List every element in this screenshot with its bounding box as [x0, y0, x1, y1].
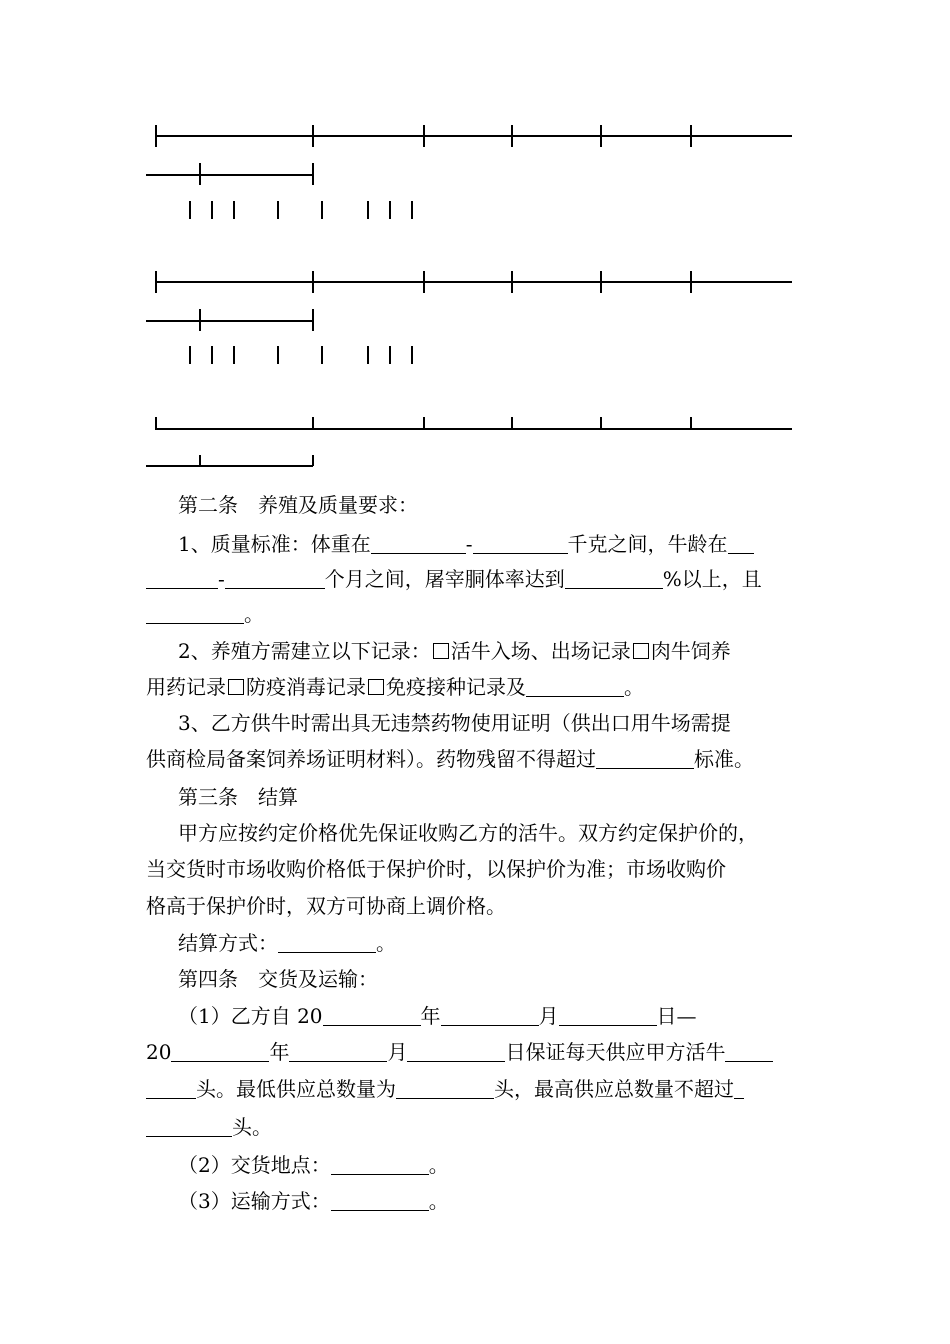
table-border-tick [423, 417, 425, 429]
cell-divider [367, 201, 369, 219]
period: 。 [428, 1153, 449, 1177]
delivery-location-field[interactable] [331, 1154, 429, 1175]
cell-divider [233, 346, 235, 364]
end-day-field[interactable] [407, 1041, 505, 1062]
daily-count-field[interactable] [146, 1078, 196, 1099]
head-label: 头。 [232, 1115, 272, 1139]
month-label: 月 [387, 1040, 408, 1064]
option-label: 肉牛饲养 [650, 639, 731, 663]
checkbox-vaccination-record[interactable] [368, 679, 384, 695]
residue-standard-field[interactable] [596, 748, 694, 769]
option-label: 免疫接种记录及 [386, 675, 526, 699]
daily-count-field-start[interactable] [725, 1041, 773, 1062]
item2-prefix: 2、养殖方需建立以下记录： [178, 639, 431, 663]
table-border-line [155, 281, 792, 283]
table-border-tick [690, 417, 692, 429]
article2-item2-line1 [178, 636, 731, 666]
item1-mid2: 个月之间，屠宰胴体率达到 [324, 567, 565, 591]
cell-divider [321, 346, 323, 364]
year-label: 年 [269, 1040, 290, 1064]
item1-mid1: 千克之间，牛龄在 [567, 532, 728, 556]
table-border-tick [690, 271, 692, 293]
other-record-field[interactable] [526, 676, 624, 697]
table-border-tick [600, 271, 602, 293]
cell-divider [389, 201, 391, 219]
cell-divider [211, 201, 213, 219]
table-border-tick [199, 163, 201, 185]
item3-text: 供商检局备案饲养场证明材料）。药物残留不得超过 [146, 747, 596, 771]
table-border-tick [199, 309, 201, 331]
article3-para-line1: 甲方应按约定价格优先保证收购乙方的活牛。双方约定保护价的， [178, 821, 758, 845]
table-border-tick [199, 455, 201, 466]
table-border-tick [312, 163, 314, 185]
dash: - [218, 567, 225, 591]
option-label: 防疫消毒记录 [246, 675, 366, 699]
table-border-tick [511, 417, 513, 429]
start-year-field[interactable] [323, 1005, 421, 1026]
min-total-label: 头。最低供应总数量为 [196, 1077, 396, 1101]
table-border-line [155, 135, 792, 137]
carcass-rate-field[interactable] [565, 568, 663, 589]
table-border-tick [511, 125, 513, 147]
table-border-tick [312, 125, 314, 147]
max-total-field[interactable] [146, 1116, 232, 1137]
article3-para-line3: 格高于保护价时，双方可协商上调价格。 [146, 894, 506, 918]
article3-para-line2: 当交货时市场收购价格低于保护价时，以保护价为准；市场收购价 [146, 857, 726, 881]
end-year-field[interactable] [171, 1041, 269, 1062]
item1-prefix: 1、质量标准：体重在 [178, 532, 371, 556]
checkbox-feeding-record[interactable] [633, 643, 649, 659]
period: 。 [244, 602, 264, 626]
min-total-field[interactable] [396, 1078, 494, 1099]
cell-divider [321, 201, 323, 219]
article4-item1-line3 [146, 1074, 744, 1104]
table-border-tick [690, 125, 692, 147]
table-border-line [146, 465, 313, 467]
article2-item1-line1 [178, 529, 754, 559]
age-max-field[interactable] [225, 568, 325, 589]
checkbox-livestock-entry[interactable] [433, 643, 449, 659]
age-min-field-start[interactable] [728, 533, 754, 554]
cell-divider [189, 346, 191, 364]
item1-mid3: %以上，且 [662, 567, 762, 591]
table-border-tick [600, 125, 602, 147]
cell-divider [367, 346, 369, 364]
dash: - [465, 532, 473, 556]
cell-divider [411, 346, 413, 364]
item1-prefix: （1）乙方自 20 [178, 1004, 323, 1028]
cell-divider [211, 346, 213, 364]
article4-item2 [178, 1150, 449, 1180]
cell-divider [277, 201, 279, 219]
table-border-tick [312, 417, 314, 429]
table-border-tick [312, 309, 314, 331]
table-border-line [146, 320, 313, 322]
table-border-tick [423, 125, 425, 147]
period: 。 [428, 1189, 449, 1213]
cell-divider [389, 346, 391, 364]
article4-heading: 第四条 交货及运输： [178, 967, 378, 991]
option-label: 用药记录 [146, 675, 226, 699]
cell-divider [233, 201, 235, 219]
weight-min-field[interactable] [371, 533, 466, 554]
start-day-field[interactable] [559, 1005, 657, 1026]
cell-divider [277, 346, 279, 364]
delivery-location-label: （2）交货地点： [178, 1153, 331, 1177]
table-border-tick [423, 271, 425, 293]
table-border-line [155, 428, 792, 430]
start-month-field[interactable] [441, 1005, 539, 1026]
settlement-method [178, 928, 396, 958]
year-prefix: 20 [146, 1040, 172, 1064]
cell-divider [189, 201, 191, 219]
article2-item3-line2 [146, 744, 754, 774]
period: 。 [376, 931, 396, 955]
period: 。 [624, 675, 644, 699]
table-rule-block [0, 125, 950, 205]
article3-heading: 第三条 结算 [178, 785, 298, 809]
max-total-field-start[interactable] [734, 1078, 744, 1099]
option-label: 活牛入场、出场记录 [450, 639, 631, 663]
table-border-line [146, 174, 313, 176]
daily-supply-label: 日保证每天供应甲方活牛 [505, 1040, 726, 1064]
table-rule-block [0, 417, 950, 497]
table-cell-dividers [0, 346, 950, 366]
extra-condition-field[interactable] [146, 603, 244, 624]
table-border-tick [312, 271, 314, 293]
transport-method-label: （3）运输方式： [178, 1189, 331, 1213]
article4-item1-line1 [178, 1001, 697, 1031]
max-total-label: 头，最高供应总数量不超过 [494, 1077, 734, 1101]
settlement-label: 结算方式： [178, 931, 278, 955]
day-label: 日— [656, 1004, 697, 1028]
table-cell-dividers [0, 201, 950, 221]
settlement-method-field[interactable] [278, 932, 376, 953]
table-border-tick [600, 417, 602, 429]
year-label: 年 [420, 1004, 441, 1028]
table-border-tick [511, 271, 513, 293]
age-min-field[interactable] [146, 568, 218, 589]
article2-item3-line1: 3、乙方供牛时需出具无违禁药物使用证明（供出口用牛场需提 [178, 711, 731, 735]
article4-item1-line4 [146, 1112, 272, 1142]
article2-item2-line2 [146, 672, 644, 702]
article2-item1-line3 [146, 599, 264, 629]
transport-method-field[interactable] [331, 1190, 429, 1211]
month-label: 月 [538, 1004, 559, 1028]
cell-divider [411, 201, 413, 219]
table-border-tick [312, 455, 314, 466]
article2-heading: 第二条 养殖及质量要求： [178, 493, 418, 517]
weight-max-field[interactable] [473, 533, 568, 554]
end-month-field[interactable] [289, 1041, 387, 1062]
table-rule-block [0, 271, 950, 351]
article4-item1-line2 [146, 1037, 773, 1067]
checkbox-disinfection-record[interactable] [228, 679, 244, 695]
article2-item1-line2 [146, 564, 762, 594]
article4-item3 [178, 1186, 449, 1216]
item3-end: 标准。 [694, 747, 754, 771]
